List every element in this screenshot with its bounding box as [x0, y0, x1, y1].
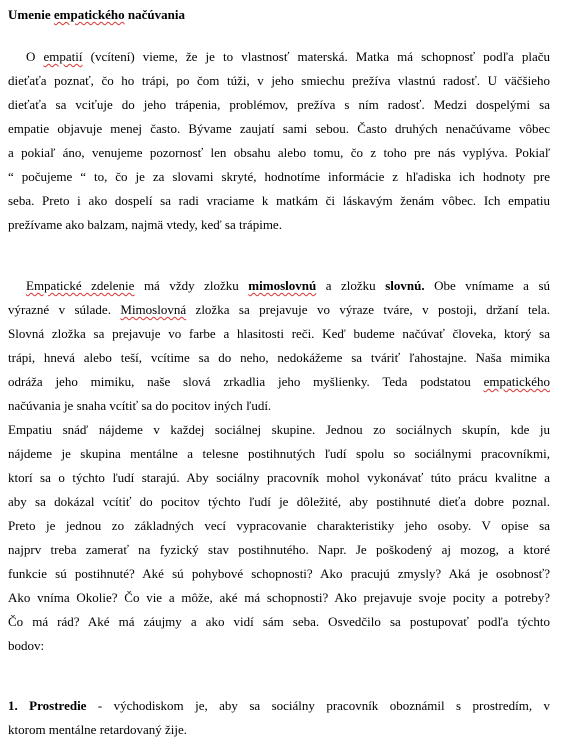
text-span: odráža jeho mimiku, naše slová zrkadlia jeho myšlienky. Teda podstatou [8, 374, 484, 389]
paragraph-line: Empatiu snáď nájdeme v každej sociálnej skupine. Jednou zo sociálnych skupín, kde ju [8, 422, 550, 437]
point-label: 1. Prostredie [8, 698, 87, 713]
paragraph-line: nájdeme je skupina mentálne a telesne postihnutých ľudí spolu so sociálnymi pracovníkmi, [8, 446, 550, 461]
paragraph-line [8, 274, 550, 298]
paragraph-line: bodov: [8, 638, 45, 653]
paragraph-line: seba. Preto i ako dospelí sa radi vraciame k matkám či láskavým ženám vôbec. Ich empatiu [8, 193, 550, 208]
text-span: - východiskom je, aby sa sociálny pracovník oboznámil s prostredím, v [86, 698, 550, 713]
paragraph-line: Preto je jednou zo základných vecí vypracovanie charakteristiky jeho osoby. V opise sa [8, 518, 550, 533]
title-prefix: Umenie [8, 7, 54, 22]
paragraph-line: Slovná zložka sa prejavuje vo farbe a hlasitosti reči. Keď budeme načúvať človeka, ktorý sa [8, 326, 550, 341]
text-span: a zložku [316, 278, 386, 293]
paragraph-line: načúvania je snaha vcítiť sa do pocitov iných ľudí. [8, 398, 272, 413]
text-span: zložka sa prejavuje vo výraze tváre, v postoji, držaní tela. [186, 302, 551, 317]
title-suffix: načúvania [124, 7, 185, 22]
paragraph-line: dieťaťa sa vciťuje do jeho trápenia, problémov, prežíva s ním radosť. Medzi dospelými sa [8, 97, 550, 112]
spellcheck-word: Mimoslovná [120, 302, 187, 317]
paragraph-line [8, 298, 550, 322]
paragraph-2 [8, 274, 550, 418]
paragraph-line: funkcie sú postihnuté? Aké sú pohybové schopnosti? Ako pracujú zmysly? Aká je osobnosť? [8, 566, 550, 581]
paragraph-1 [8, 45, 550, 237]
bold-term-verbal: slovnú. [385, 278, 425, 293]
paragraph-line: aby sa dokázal vcítiť do pocitov týchto ľudí je dôležité, aby postihnuté dieťa dobre poznal. [8, 494, 550, 509]
paragraph-line: prežívame ako balzam, najmä vtedy, keď sa trápime. [8, 217, 282, 232]
text-span: má vždy zložku [134, 278, 249, 293]
text-span: výrazné v súlade. [8, 302, 121, 317]
paragraph-line: dieťaťa poznať, čo ho trápi, po čom túži, v jeho smiechu prežíva vlastnú radosť. U väčšieho [8, 73, 550, 88]
paragraph-line: “ počujeme “ to, čo je za slovami skryté, hodnotíme informácie z hľadiska ich hodnoty pre [8, 169, 550, 184]
paragraph-line: ktorí sa o týchto ľudí starajú. Aby sociálny pracovník mohol vykonávať túto prácu kvalitne a [8, 470, 550, 485]
paragraph-line [8, 694, 550, 718]
spellcheck-word: Empatické zdelenie [26, 278, 135, 293]
title-spellcheck-word: empatického [53, 7, 125, 22]
paragraph-line: Ako vníma Okolie? Čo vie a môže, aké má schopnosti? Ako prejavuje svoje pocity a potreby? [8, 590, 550, 605]
point-1 [8, 694, 550, 742]
paragraph-line [8, 370, 550, 394]
paragraph-line: trápi, hnevá alebo teší, vcítime sa do neho, nedokážeme sa tváriť ľahostajne. Naša mimika [8, 350, 550, 365]
spellcheck-word: empatií [43, 49, 83, 64]
text-span: O [26, 49, 44, 64]
paragraph-line: najprv treba zamerať na fyzický stav postihnutého. Napr. Je poškodený aj mozog, a ktoré [8, 542, 550, 557]
paragraph-line: a pokiaľ áno, venujeme pozornosť len obsahu alebo tomu, čo z toho pre nás vyplýva. Pokiaľ [8, 145, 550, 160]
document-title [8, 7, 185, 23]
paragraph-line [8, 45, 550, 69]
paragraph-3 [8, 418, 550, 658]
text-span: (vcítení) vieme, že je to vlastnosť materská. Matka má schopnosť podľa plaču [82, 49, 550, 64]
spellcheck-word: empatického [483, 374, 550, 389]
paragraph-line: Čo má rád? Aké má záujmy a ako vidí sám seba. Osvedčilo sa postupovať podľa týchto [8, 614, 550, 629]
text-span: Obe vnímame a sú [424, 278, 551, 293]
paragraph-line: ktorom mentálne retardovaný žije. [8, 722, 188, 737]
bold-term-nonverbal: mimoslovnú [248, 278, 317, 293]
paragraph-line: empatie objavuje menej často. Bývame zaujatí sami sebou. Často druhých nenačúvame vôbec [8, 121, 550, 136]
